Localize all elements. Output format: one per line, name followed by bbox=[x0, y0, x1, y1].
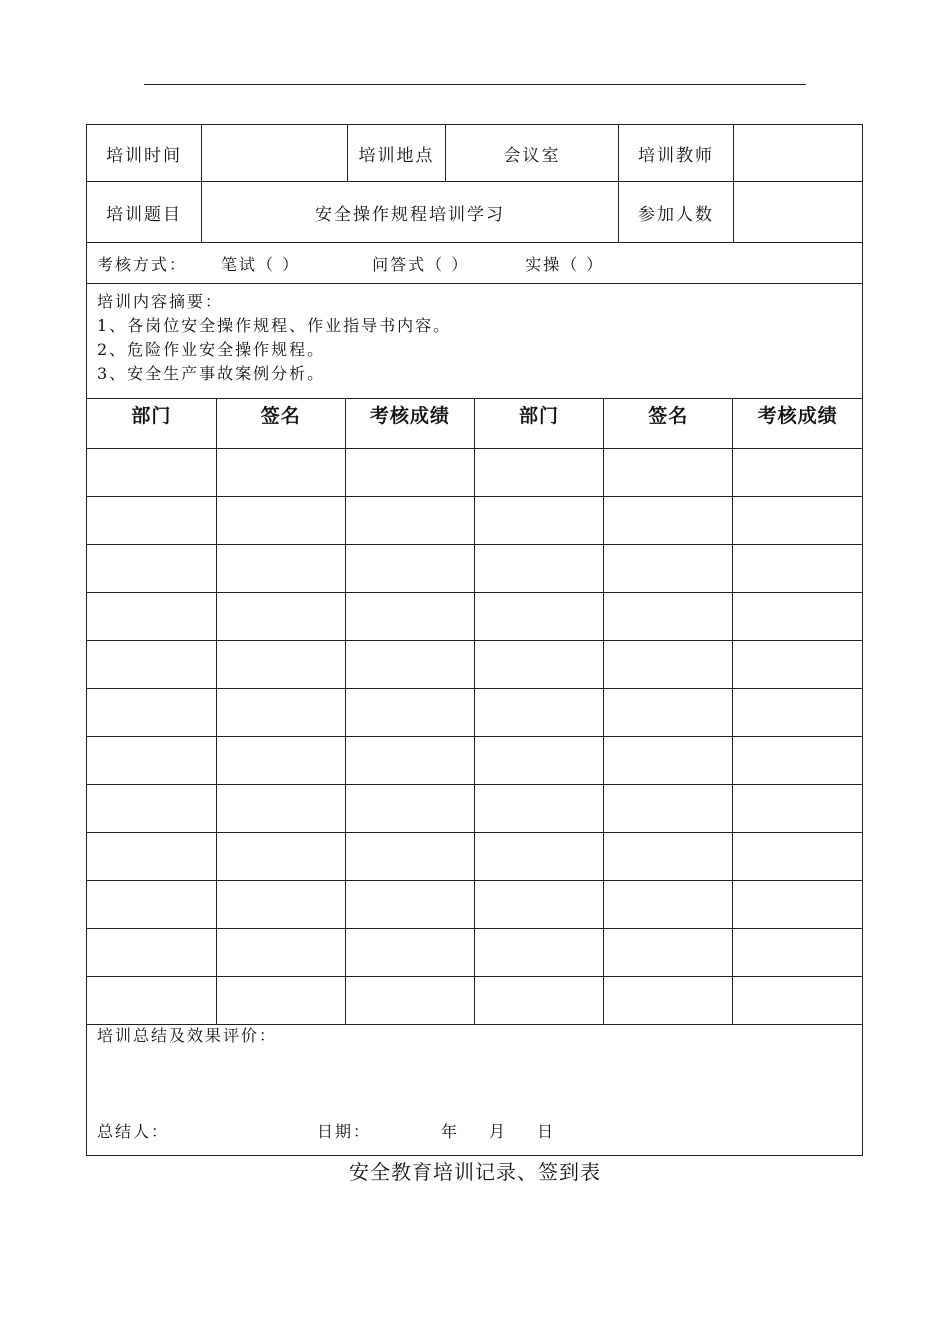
signin-signature-cell[interactable] bbox=[216, 881, 345, 929]
header-department: 部门 bbox=[474, 399, 603, 449]
training-evaluation-section bbox=[87, 1021, 862, 1155]
header-department: 部门 bbox=[87, 399, 216, 449]
signin-signature-cell[interactable] bbox=[604, 593, 733, 641]
signin-department-cell[interactable] bbox=[87, 785, 216, 833]
signin-row bbox=[87, 641, 862, 689]
signin-signature-cell[interactable] bbox=[216, 977, 345, 1025]
signin-signature-cell[interactable] bbox=[604, 929, 733, 977]
signin-department-cell[interactable] bbox=[87, 593, 216, 641]
exam-qa-option[interactable]: 问答式（ ） bbox=[372, 254, 470, 274]
summary-item: 3、安全生产事故案例分析。 bbox=[97, 364, 326, 383]
signin-score-cell[interactable] bbox=[733, 641, 862, 689]
training-teacher-label: 培训教师 bbox=[619, 125, 734, 182]
signin-score-cell[interactable] bbox=[345, 689, 474, 737]
signin-header-row bbox=[87, 399, 862, 449]
signin-department-cell[interactable] bbox=[474, 689, 603, 737]
signin-row bbox=[87, 545, 862, 593]
training-time-field[interactable] bbox=[202, 125, 348, 182]
signin-department-cell[interactable] bbox=[87, 545, 216, 593]
training-topic-label: 培训题目 bbox=[87, 182, 202, 243]
signin-score-cell[interactable] bbox=[345, 785, 474, 833]
signin-department-cell[interactable] bbox=[474, 641, 603, 689]
signin-score-cell[interactable] bbox=[733, 497, 862, 545]
training-topic-value: 安全操作规程培训学习 bbox=[202, 182, 619, 243]
training-content-summary bbox=[87, 284, 862, 399]
signin-signature-cell[interactable] bbox=[216, 689, 345, 737]
signin-signature-cell[interactable] bbox=[604, 785, 733, 833]
signin-score-cell[interactable] bbox=[733, 833, 862, 881]
signin-department-cell[interactable] bbox=[474, 497, 603, 545]
header-score: 考核成绩 bbox=[345, 399, 474, 449]
signin-department-cell[interactable] bbox=[474, 929, 603, 977]
signin-row bbox=[87, 449, 862, 497]
signin-signature-cell[interactable] bbox=[604, 641, 733, 689]
signin-signature-cell[interactable] bbox=[604, 545, 733, 593]
signin-score-cell[interactable] bbox=[345, 497, 474, 545]
signin-signature-cell[interactable] bbox=[216, 929, 345, 977]
signin-row bbox=[87, 785, 862, 833]
signin-department-cell[interactable] bbox=[87, 737, 216, 785]
training-teacher-field[interactable] bbox=[734, 125, 862, 182]
signin-score-cell[interactable] bbox=[733, 785, 862, 833]
training-place-value: 会议室 bbox=[446, 125, 619, 182]
signin-signature-cell[interactable] bbox=[604, 881, 733, 929]
signin-department-cell[interactable] bbox=[474, 545, 603, 593]
signin-department-cell[interactable] bbox=[87, 881, 216, 929]
signin-department-cell[interactable] bbox=[474, 833, 603, 881]
signin-score-cell[interactable] bbox=[345, 881, 474, 929]
summary-item: 1、各岗位安全操作规程、作业指导书内容。 bbox=[97, 316, 452, 335]
signin-signature-cell[interactable] bbox=[604, 737, 733, 785]
signin-signature-cell[interactable] bbox=[604, 449, 733, 497]
signin-signature-cell[interactable] bbox=[216, 641, 345, 689]
signin-signature-cell[interactable] bbox=[216, 833, 345, 881]
signin-signature-cell[interactable] bbox=[216, 785, 345, 833]
signin-signature-cell[interactable] bbox=[216, 737, 345, 785]
signin-score-cell[interactable] bbox=[733, 977, 862, 1025]
signin-department-cell[interactable] bbox=[474, 785, 603, 833]
participant-count-field[interactable] bbox=[734, 182, 862, 243]
signin-score-cell[interactable] bbox=[733, 449, 862, 497]
summary-item: 2、危险作业安全操作规程。 bbox=[97, 340, 326, 359]
exam-method-label: 考核方式： bbox=[97, 254, 188, 274]
summarizer-label: 总结人： bbox=[97, 1122, 170, 1141]
signin-signature-cell[interactable] bbox=[604, 977, 733, 1025]
signin-score-cell[interactable] bbox=[733, 545, 862, 593]
signin-department-cell[interactable] bbox=[87, 929, 216, 977]
training-record-form bbox=[86, 124, 863, 1156]
exam-method-row bbox=[87, 243, 862, 284]
signin-department-cell[interactable] bbox=[474, 737, 603, 785]
signin-score-cell[interactable] bbox=[345, 929, 474, 977]
signin-department-cell[interactable] bbox=[87, 641, 216, 689]
signin-score-cell[interactable] bbox=[345, 641, 474, 689]
date-day: 日 bbox=[537, 1122, 556, 1141]
signin-row bbox=[87, 881, 862, 929]
signin-row bbox=[87, 929, 862, 977]
signin-signature-cell[interactable] bbox=[216, 497, 345, 545]
signin-signature-cell[interactable] bbox=[604, 833, 733, 881]
signin-score-cell[interactable] bbox=[733, 593, 862, 641]
signin-department-cell[interactable] bbox=[474, 977, 603, 1025]
training-place-label: 培训地点 bbox=[348, 125, 446, 182]
signin-department-cell[interactable] bbox=[87, 833, 216, 881]
date-label: 日期： bbox=[317, 1122, 372, 1141]
signin-score-cell[interactable] bbox=[733, 737, 862, 785]
signin-department-cell[interactable] bbox=[474, 881, 603, 929]
signin-score-cell[interactable] bbox=[345, 545, 474, 593]
signin-signature-cell[interactable] bbox=[216, 449, 345, 497]
signin-department-cell[interactable] bbox=[87, 689, 216, 737]
signin-score-cell[interactable] bbox=[345, 737, 474, 785]
header-signature: 签名 bbox=[604, 399, 733, 449]
signin-signature-cell[interactable] bbox=[604, 689, 733, 737]
signin-signature-cell[interactable] bbox=[604, 497, 733, 545]
signin-row bbox=[87, 737, 862, 785]
evaluation-sign-line bbox=[97, 1119, 555, 1142]
signin-score-cell[interactable] bbox=[733, 881, 862, 929]
signin-signature-cell[interactable] bbox=[216, 545, 345, 593]
date-year: 年 bbox=[441, 1122, 460, 1141]
signin-department-cell[interactable] bbox=[474, 593, 603, 641]
summary-title: 培训内容摘要： bbox=[97, 292, 224, 311]
signin-row bbox=[87, 977, 862, 1025]
evaluation-label: 培训总结及效果评价： bbox=[97, 1026, 278, 1045]
signin-department-cell[interactable] bbox=[474, 449, 603, 497]
signin-row bbox=[87, 833, 862, 881]
date-month: 月 bbox=[489, 1122, 508, 1141]
signin-signature-cell[interactable] bbox=[216, 593, 345, 641]
signin-department-cell[interactable] bbox=[87, 977, 216, 1025]
signin-row bbox=[87, 593, 862, 641]
signin-score-cell[interactable] bbox=[345, 593, 474, 641]
signin-table bbox=[87, 399, 862, 1025]
signin-score-cell[interactable] bbox=[345, 449, 474, 497]
signin-score-cell[interactable] bbox=[733, 929, 862, 977]
document-title: 安全教育培训记录、签到表 bbox=[349, 1160, 601, 1184]
signin-row bbox=[87, 689, 862, 737]
signin-score-cell[interactable] bbox=[345, 977, 474, 1025]
signin-row bbox=[87, 497, 862, 545]
training-time-label: 培训时间 bbox=[87, 125, 202, 182]
header-signature: 签名 bbox=[216, 399, 345, 449]
signin-score-cell[interactable] bbox=[345, 833, 474, 881]
exam-written-option[interactable]: 笔试（ ） bbox=[221, 254, 301, 274]
signin-rows bbox=[87, 449, 862, 1025]
participant-count-label: 参加人数 bbox=[619, 182, 734, 243]
signin-department-cell[interactable] bbox=[87, 449, 216, 497]
exam-practice-option[interactable]: 实操（ ） bbox=[525, 254, 605, 274]
header-score: 考核成绩 bbox=[733, 399, 862, 449]
header-rule bbox=[144, 84, 806, 85]
signin-score-cell[interactable] bbox=[733, 689, 862, 737]
signin-department-cell[interactable] bbox=[87, 497, 216, 545]
